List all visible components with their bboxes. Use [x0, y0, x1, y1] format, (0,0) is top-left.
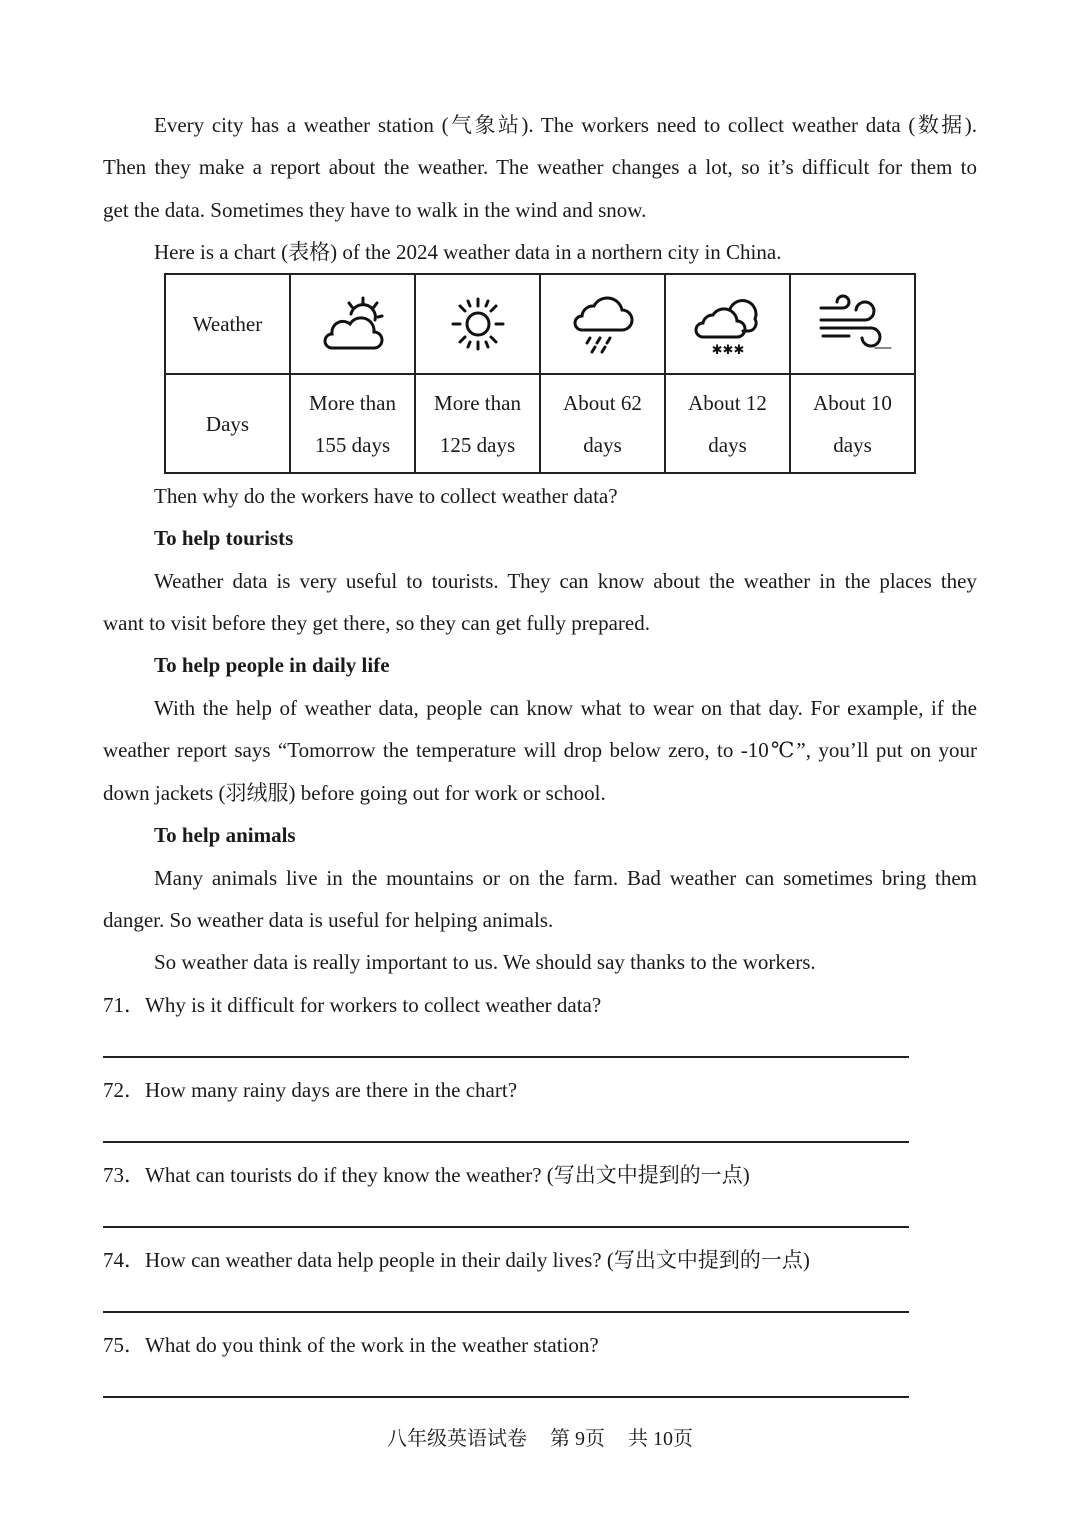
intro-paragraph-line-2: Then they make a report about the weather. The weather changes a lot, so it’s difficult for them to	[103, 155, 977, 179]
page-footer	[0, 1418, 1080, 1460]
daily-life-paragraph-line-2: weather report says “Tomorrow the temperature will drop below zero, to -10℃”, you’ll put on your	[103, 738, 977, 762]
conclusion: So weather data is really important to us. We should say thanks to the workers.	[154, 950, 816, 974]
days-row-label: Days	[165, 374, 290, 473]
section-heading-animals: To help animals	[154, 823, 296, 847]
daily-life-paragraph-line-1: With the help of weather data, people can know what to wear on that day. For example, if the	[154, 696, 977, 720]
daily-life-paragraph-line-3: down jackets (羽绒服) before going out for work or school.	[103, 781, 606, 805]
weather-cell-windy	[790, 274, 915, 374]
partly-cloudy-icon	[318, 294, 388, 354]
weather-cell-snowy	[665, 274, 790, 374]
question-number: 74．	[103, 1248, 145, 1272]
weather-cell-rainy	[540, 274, 665, 374]
why-question: Then why do the workers have to collect weather data?	[154, 484, 618, 508]
days-value-line-1: About 62	[563, 390, 642, 415]
days-value-line-1: About 10	[813, 390, 892, 415]
question-71	[103, 984, 601, 1026]
section-heading-tourists: To help tourists	[154, 526, 294, 550]
question-73	[103, 1154, 750, 1196]
windy-icon	[813, 294, 893, 354]
days-value-line-2: days	[833, 432, 872, 457]
weather-data-table	[164, 273, 916, 474]
question-number: 73．	[103, 1163, 145, 1187]
weather-cell-sunny	[415, 274, 540, 374]
chart-intro: Here is a chart (表格) of the 2024 weather data in a northern city in China.	[154, 240, 782, 264]
days-value-line-2: 155 days	[314, 432, 391, 457]
days-cell-sunny	[415, 374, 540, 473]
question-number: 75．	[103, 1333, 145, 1357]
snowy-icon	[693, 291, 763, 357]
answer-line-71[interactable]	[103, 1056, 909, 1058]
days-value-line-2: days	[583, 432, 622, 457]
days-cell-rainy	[540, 374, 665, 473]
svg-text:✱✱✱: ✱✱✱	[711, 343, 744, 357]
days-value-line-1: More than	[434, 390, 521, 415]
page-number: 第 9页	[550, 1428, 605, 1450]
animals-paragraph-line-2: danger. So weather data is useful for helping animals.	[103, 908, 554, 932]
days-value-line-1: About 12	[688, 390, 767, 415]
answer-line-75[interactable]	[103, 1396, 909, 1398]
answer-line-74[interactable]	[103, 1311, 909, 1313]
exam-name: 八年级英语试卷	[387, 1428, 527, 1450]
question-72	[103, 1069, 517, 1111]
question-number: 71．	[103, 993, 145, 1017]
weather-cell-partly-cloudy	[290, 274, 415, 374]
days-row	[165, 374, 915, 473]
days-cell-windy	[790, 374, 915, 473]
question-text: What do you think of the work in the weather station?	[145, 1333, 599, 1357]
intro-paragraph-line-3: get the data. Sometimes they have to walk in the wind and snow.	[103, 198, 647, 222]
sunny-icon	[448, 294, 508, 354]
question-text: What can tourists do if they know the weather? (写出文中提到的一点)	[145, 1163, 750, 1187]
days-value-line-2: 125 days	[439, 432, 516, 457]
animals-paragraph-line-1: Many animals live in the mountains or on the farm. Bad weather can sometimes bring them	[154, 866, 977, 890]
answer-line-73[interactable]	[103, 1226, 909, 1228]
rainy-icon	[570, 292, 636, 356]
days-cell-snowy	[665, 374, 790, 473]
days-cell-partly-cloudy	[290, 374, 415, 473]
total-pages: 共 10页	[628, 1428, 693, 1450]
answer-line-72[interactable]	[103, 1141, 909, 1143]
intro-paragraph-line-1: Every city has a weather station (气象站). The workers need to collect weather data (数据).	[154, 113, 977, 137]
question-74	[103, 1239, 810, 1281]
question-text: How many rainy days are there in the chart?	[145, 1078, 518, 1102]
days-value-line-2: days	[708, 432, 747, 457]
question-text: How can weather data help people in their daily lives? (写出文中提到的一点)	[145, 1248, 810, 1272]
tourists-paragraph-line-2: want to visit before they get there, so they can get fully prepared.	[103, 611, 650, 635]
weather-row	[165, 274, 915, 374]
question-number: 72．	[103, 1078, 145, 1102]
question-text: Why is it difficult for workers to collect weather data?	[145, 993, 602, 1017]
section-heading-daily-life: To help people in daily life	[154, 653, 390, 677]
question-75	[103, 1324, 599, 1366]
weather-row-label: Weather	[165, 274, 290, 374]
tourists-paragraph-line-1: Weather data is very useful to tourists. They can know about the weather in the places they	[154, 569, 977, 593]
days-value-line-1: More than	[309, 390, 396, 415]
